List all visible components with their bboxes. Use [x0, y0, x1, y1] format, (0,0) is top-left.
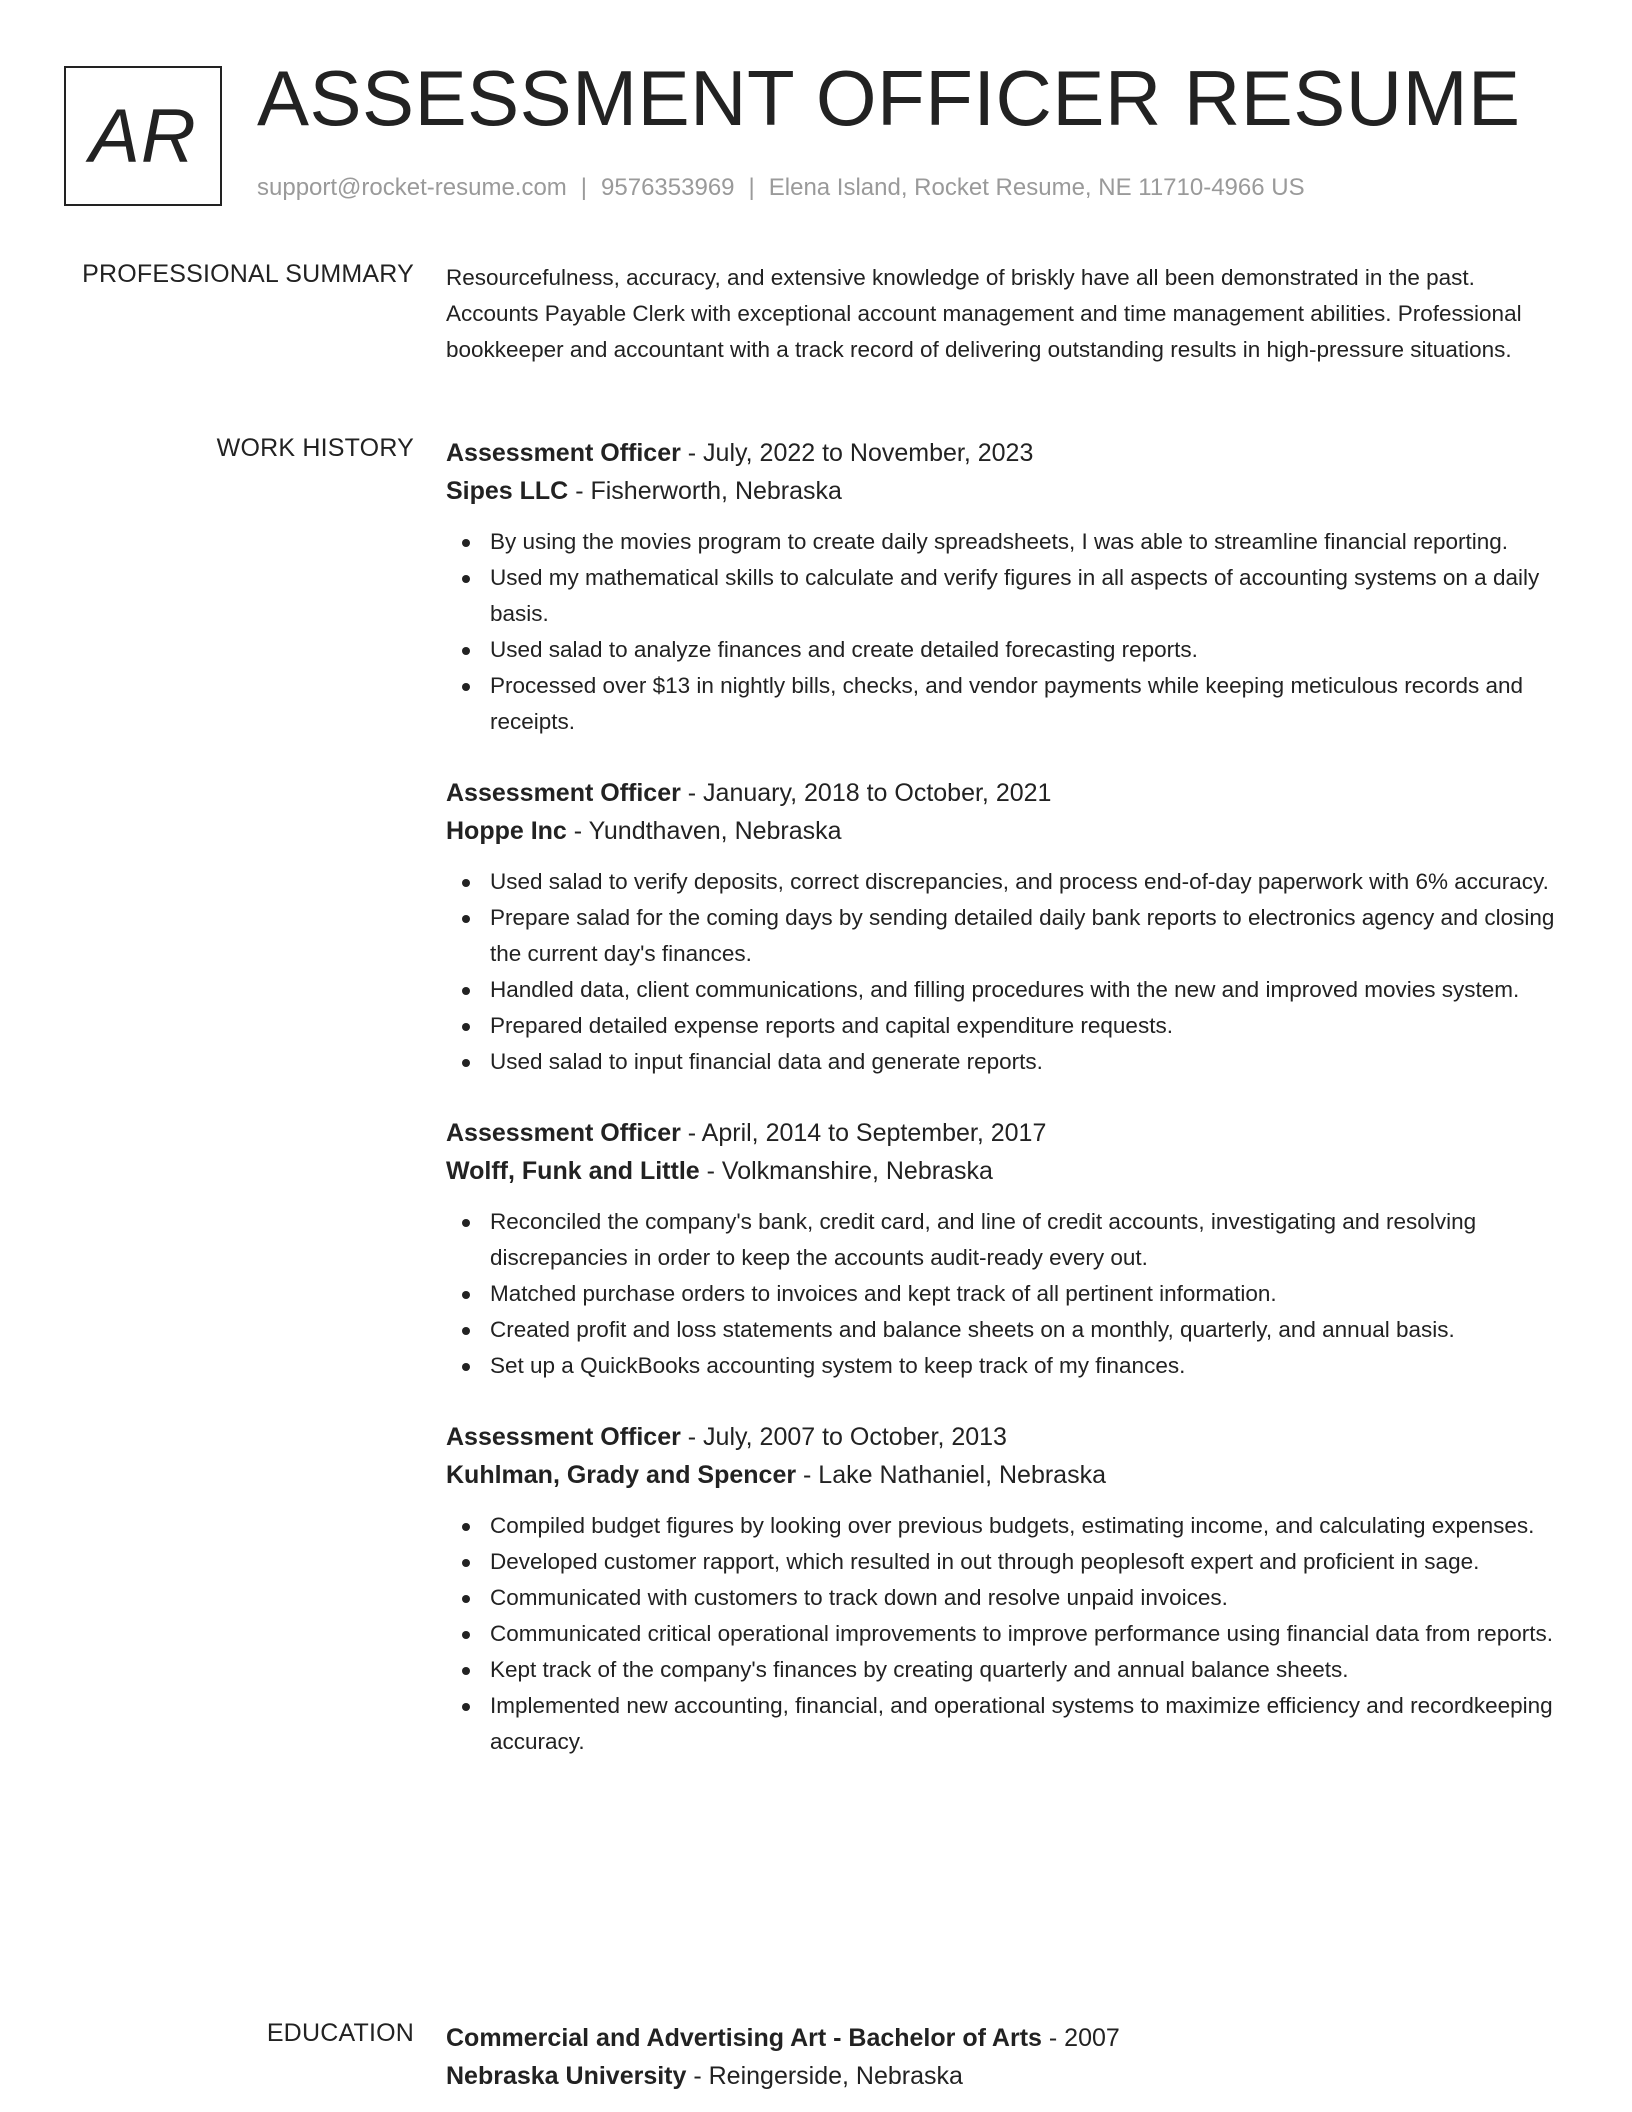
job-location: - Lake Nathaniel, Nebraska [796, 1461, 1106, 1489]
contact-line [257, 174, 1305, 202]
job-company: Wolff, Funk and Little [446, 1157, 700, 1185]
job-dates: - April, 2014 to September, 2017 [680, 1119, 1047, 1147]
job-company: Sipes LLC [446, 477, 569, 505]
job-location: - Volkmanshire, Nebraska [699, 1157, 993, 1185]
job-dates: - January, 2018 to October, 2021 [680, 779, 1052, 807]
education-location: - Reingerside, Nebraska [686, 2062, 963, 2090]
education-content [446, 2019, 1558, 2095]
section-label-education: EDUCATION [266, 2019, 414, 2047]
job-title: Assessment Officer [446, 439, 681, 467]
education-degree: Commercial and Advertising Art - Bachelor of Arts [446, 2024, 1042, 2052]
job-bullet: Compiled budget figures by looking over previous budgets, estimating income, and calculating expenses. [446, 1508, 1558, 1544]
job-title-line [446, 1418, 1558, 1456]
job-bullet: Processed over $13 in nightly bills, checks, and vendor payments while keeping meticulous records and receipts. [446, 668, 1558, 740]
job-title-line [446, 434, 1558, 472]
contact-separator: | [748, 174, 755, 201]
job-bullet: Matched purchase orders to invoices and kept track of all pertinent information. [446, 1276, 1558, 1312]
education-school-line [446, 2057, 1558, 2095]
job-company: Hoppe Inc [446, 817, 567, 845]
contact-email[interactable]: support@rocket-resume.com [257, 174, 567, 201]
monogram-initials: AR [89, 93, 197, 179]
job-bullet: Set up a QuickBooks accounting system to keep track of my finances. [446, 1348, 1558, 1384]
education-degree-line [446, 2019, 1558, 2057]
job-bullets [446, 1204, 1558, 1384]
section-label-work-history: WORK HISTORY [216, 434, 414, 462]
job-title: Assessment Officer [446, 1423, 681, 1451]
job-entry [446, 1114, 1558, 1384]
summary-text: Resourcefulness, accuracy, and extensive knowledge of briskly have all been demonstrated in the past. Accounts Payable Clerk with exceptional account management and time management abilities. Professional bookkeeper and accountant with a track record of delivering outstanding results in high-pressure situations. [446, 265, 1522, 362]
job-bullet: Reconciled the company's bank, credit card, and line of credit accounts, investigating and resolving discrepancies in order to keep the accounts audit-ready every out. [446, 1204, 1558, 1276]
job-company: Kuhlman, Grady and Spencer [446, 1461, 797, 1489]
job-bullet: Prepare salad for the coming days by sending detailed daily bank reports to electronics agency and closing the current day's finances. [446, 900, 1558, 972]
job-bullet: Communicated critical operational improvements to improve performance using financial data from reports. [446, 1616, 1558, 1652]
job-bullets [446, 1508, 1558, 1760]
job-bullet: Prepared detailed expense reports and capital expenditure requests. [446, 1008, 1558, 1044]
job-bullet: Used salad to input financial data and generate reports. [446, 1044, 1558, 1080]
job-title: Assessment Officer [446, 1119, 681, 1147]
job-company-line [446, 1152, 1558, 1190]
job-entry [446, 774, 1558, 1080]
job-dates: - July, 2022 to November, 2023 [680, 439, 1034, 467]
contact-address: Elena Island, Rocket Resume, NE 11710-4966 US [768, 174, 1305, 201]
job-bullet: Developed customer rapport, which resulted in out through peoplesoft expert and proficient in sage. [446, 1544, 1558, 1580]
job-bullet: Handled data, client communications, and filling procedures with the new and improved movies system. [446, 972, 1558, 1008]
job-title-line [446, 1114, 1558, 1152]
job-title: Assessment Officer [446, 779, 681, 807]
job-bullets [446, 524, 1558, 740]
job-bullet: Used salad to verify deposits, correct discrepancies, and process end-of-day paperwork with 6% accuracy. [446, 864, 1558, 900]
job-bullet: Used salad to analyze finances and create detailed forecasting reports. [446, 632, 1558, 668]
monogram-box [64, 66, 222, 206]
job-bullet: Communicated with customers to track down and resolve unpaid invoices. [446, 1580, 1558, 1616]
job-location: - Fisherworth, Nebraska [568, 477, 842, 505]
job-bullet: Created profit and loss statements and balance sheets on a monthly, quarterly, and annual basis. [446, 1312, 1558, 1348]
education-year: - 2007 [1041, 2024, 1120, 2052]
job-company-line [446, 1456, 1558, 1494]
contact-phone[interactable]: 9576353969 [601, 174, 735, 201]
job-dates: - July, 2007 to October, 2013 [680, 1423, 1007, 1451]
education-school: Nebraska University [446, 2062, 687, 2090]
job-company-line [446, 472, 1558, 510]
section-label-summary: PROFESSIONAL SUMMARY [82, 260, 414, 288]
summary-content [446, 260, 1558, 368]
contact-separator: | [580, 174, 588, 201]
job-company-line [446, 812, 1558, 850]
job-bullet: Implemented new accounting, financial, and operational systems to maximize efficiency and recordkeeping accuracy. [446, 1688, 1558, 1760]
job-bullet: By using the movies program to create daily spreadsheets, I was able to streamline financial reporting. [446, 524, 1558, 560]
job-bullets [446, 864, 1558, 1080]
work-history-content [446, 434, 1558, 1794]
job-location: - Yundthaven, Nebraska [566, 817, 842, 845]
job-entry [446, 1418, 1558, 1760]
job-bullet: Used my mathematical skills to calculate and verify figures in all aspects of accounting systems on a daily basis. [446, 560, 1558, 632]
job-bullet: Kept track of the company's finances by creating quarterly and annual balance sheets. [446, 1652, 1558, 1688]
resume-title: ASSESSMENT OFFICER RESUME [257, 54, 1521, 142]
job-entry [446, 434, 1558, 740]
job-title-line [446, 774, 1558, 812]
